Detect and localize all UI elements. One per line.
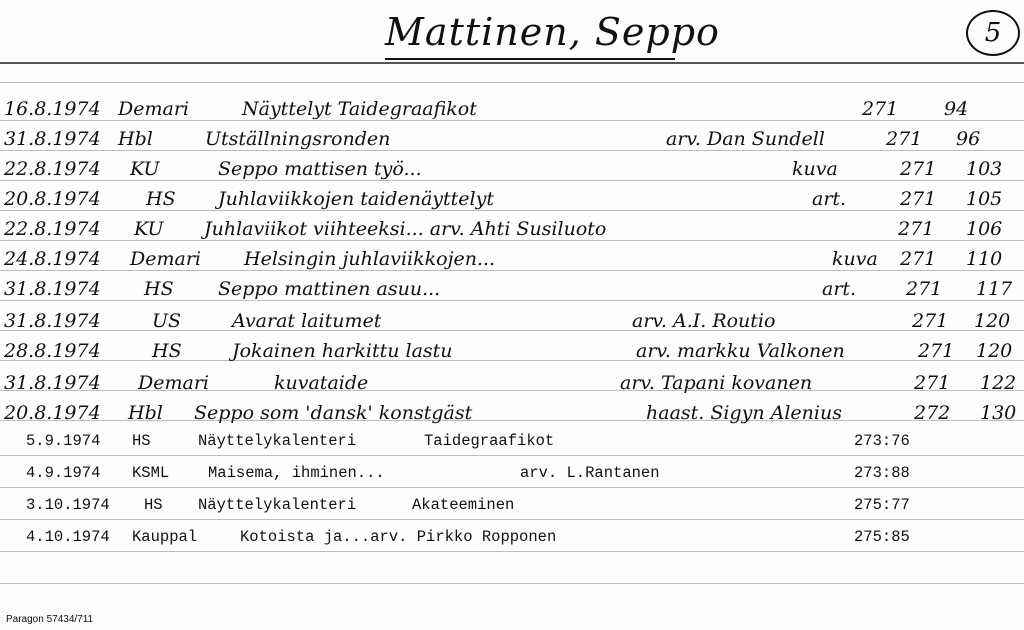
entry-author: kuva — [832, 248, 878, 270]
entry-date: 20.8.1974 — [4, 402, 101, 424]
entry-extra: Akateeminen — [412, 496, 515, 514]
entry-date: 31.8.1974 — [4, 310, 101, 332]
entry-volume: 271 — [900, 248, 937, 270]
entry-text: Seppo som 'dansk' konstgäst — [194, 402, 473, 424]
entry-page: 103 — [966, 158, 1003, 180]
list-item — [0, 158, 1024, 180]
entry-text: kuvataide — [274, 372, 369, 394]
rule-line — [0, 519, 1024, 520]
entry-author: kuva — [792, 158, 838, 180]
rule-line — [0, 210, 1024, 211]
entry-date: 20.8.1974 — [4, 188, 101, 210]
list-item — [0, 430, 1024, 452]
rule-line — [0, 551, 1024, 552]
entry-author: arv. A.I. Routio — [632, 310, 776, 332]
list-item — [0, 278, 1024, 300]
rule-line — [0, 300, 1024, 301]
entry-source: HS — [144, 278, 174, 300]
entry-page: 106 — [966, 218, 1003, 240]
entry-source: Demari — [138, 372, 209, 394]
entry-volume: 271 — [900, 188, 937, 210]
entry-author: arv. Dan Sundell — [666, 128, 825, 150]
entry-text: Seppo mattinen asuu... — [218, 278, 441, 300]
entry-source: Kauppal — [132, 528, 198, 546]
entry-source: Hbl — [118, 128, 153, 150]
entry-page: 94 — [944, 98, 969, 120]
entry-text: Jokainen harkittu lastu — [232, 340, 453, 362]
rule-line — [0, 120, 1024, 121]
entry-date: 4.9.1974 — [26, 464, 101, 482]
list-item — [0, 98, 1024, 120]
rule-line — [0, 62, 1024, 64]
entry-reference: 273:88 — [854, 464, 910, 482]
entry-page: 96 — [956, 128, 981, 150]
list-item — [0, 372, 1024, 394]
entry-page: 117 — [976, 278, 1013, 300]
title-underline — [385, 58, 675, 60]
entry-date: 4.10.1974 — [26, 528, 110, 546]
entry-page: 130 — [980, 402, 1017, 424]
list-item — [0, 526, 1024, 548]
entry-volume: 272 — [914, 402, 951, 424]
card-number: 5 — [966, 10, 1020, 56]
entry-page: 110 — [966, 248, 1003, 270]
entry-text: Utställningsronden — [205, 128, 391, 150]
list-item — [0, 402, 1024, 424]
rule-line — [0, 583, 1024, 584]
entry-extra: arv. L.Rantanen — [520, 464, 660, 482]
entry-reference: 275:77 — [854, 496, 910, 514]
entry-text: Näyttelyt Taidegraafikot — [242, 98, 477, 120]
entry-volume: 271 — [906, 278, 943, 300]
rule-line — [0, 150, 1024, 151]
rule-line — [0, 180, 1024, 181]
entry-date: 31.8.1974 — [4, 128, 101, 150]
entry-source: HS — [152, 340, 182, 362]
entry-source: Demari — [118, 98, 189, 120]
rule-line — [0, 240, 1024, 241]
entry-volume: 271 — [914, 372, 951, 394]
entry-text: Maisema, ihminen... — [208, 464, 385, 482]
entry-volume: 271 — [886, 128, 923, 150]
card-title: Mattinen, Seppo — [385, 10, 720, 54]
entry-author: art. — [812, 188, 847, 210]
printer-imprint: Paragon 57434/711 — [6, 614, 94, 625]
entry-date: 31.8.1974 — [4, 278, 101, 300]
entry-date: 22.8.1974 — [4, 158, 101, 180]
entry-text: Helsingin juhlaviikkojen... — [244, 248, 496, 270]
entry-text: Seppo mattisen työ... — [218, 158, 422, 180]
rule-line — [0, 455, 1024, 456]
list-item — [0, 462, 1024, 484]
list-item — [0, 188, 1024, 210]
entry-text: Näyttelykalenteri — [198, 496, 357, 514]
list-item — [0, 128, 1024, 150]
entry-volume: 271 — [862, 98, 899, 120]
entry-page: 120 — [976, 340, 1013, 362]
entry-author: art. — [822, 278, 857, 300]
entry-text: Juhlaviikot viihteeksi... arv. Ahti Susiluoto — [204, 218, 607, 240]
entry-author: arv. Tapani kovanen — [620, 372, 813, 394]
entry-volume: 271 — [912, 310, 949, 332]
entry-volume: 271 — [900, 158, 937, 180]
entry-date: 28.8.1974 — [4, 340, 101, 362]
entry-source: HS — [132, 432, 151, 450]
entry-source: KSML — [132, 464, 170, 482]
entry-page: 122 — [980, 372, 1017, 394]
entry-author: haast. Sigyn Alenius — [646, 402, 842, 424]
entry-date: 24.8.1974 — [4, 248, 101, 270]
entry-source: KU — [130, 158, 160, 180]
list-item — [0, 248, 1024, 270]
entry-source: KU — [134, 218, 164, 240]
rule-line — [0, 270, 1024, 271]
entry-source: HS — [144, 496, 163, 514]
entry-page: 105 — [966, 188, 1003, 210]
list-item — [0, 218, 1024, 240]
list-item — [0, 340, 1024, 362]
entry-volume: 271 — [918, 340, 955, 362]
entry-text: Näyttelykalenteri — [198, 432, 357, 450]
entry-text: Kotoista ja...arv. Pirkko Ropponen — [240, 528, 557, 546]
entry-date: 31.8.1974 — [4, 372, 101, 394]
entry-source: US — [152, 310, 182, 332]
list-item — [0, 494, 1024, 516]
entry-date: 16.8.1974 — [4, 98, 101, 120]
entry-reference: 273:76 — [854, 432, 910, 450]
entry-author: arv. markku Valkonen — [636, 340, 845, 362]
entry-volume: 271 — [898, 218, 935, 240]
entry-text: Avarat laitumet — [232, 310, 382, 332]
entry-source: HS — [146, 188, 176, 210]
entry-date: 5.9.1974 — [26, 432, 101, 450]
entry-date: 3.10.1974 — [26, 496, 110, 514]
entry-reference: 275:85 — [854, 528, 910, 546]
list-item — [0, 310, 1024, 332]
entry-date: 22.8.1974 — [4, 218, 101, 240]
entry-text: Juhlaviikkojen taidenäyttelyt — [218, 188, 494, 210]
entry-extra: Taidegraafikot — [424, 432, 555, 450]
rule-line — [0, 82, 1024, 83]
entry-source: Demari — [130, 248, 201, 270]
entry-source: Hbl — [128, 402, 163, 424]
rule-line — [0, 487, 1024, 488]
entry-page: 120 — [974, 310, 1011, 332]
